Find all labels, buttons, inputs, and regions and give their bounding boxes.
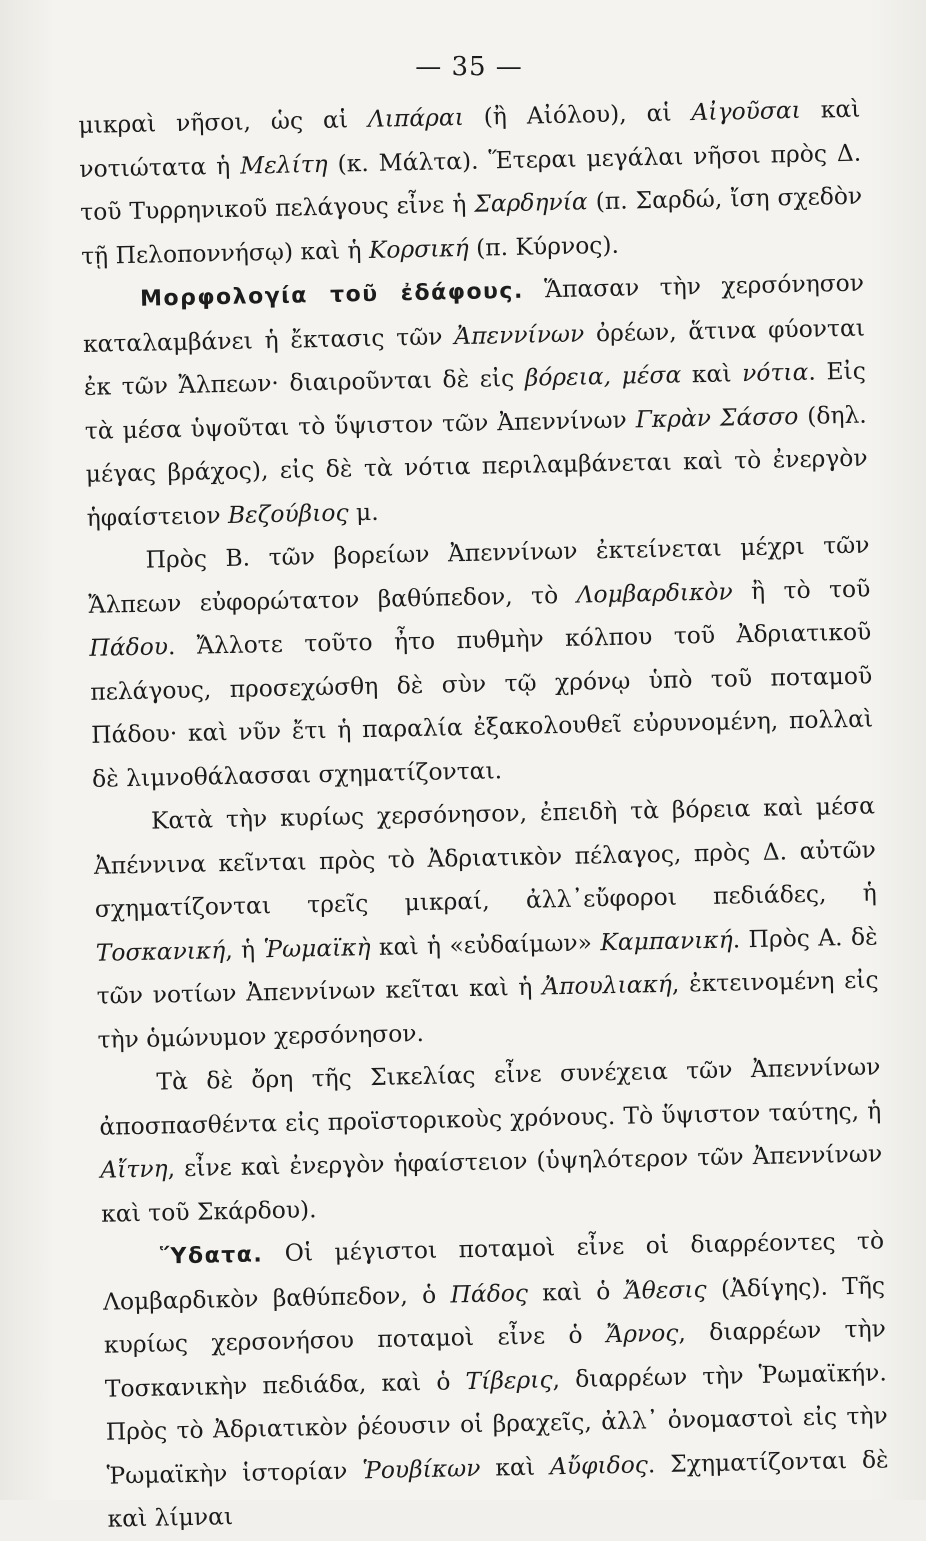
text-run: . Εἰς τὰ μέσα ὑψοῦται τὸ ὕψιστον τῶν Ἀπεννίνων (84, 356, 867, 445)
italic-term: Ῥουβίκων (362, 1453, 481, 1484)
italic-term: βόρεια, μέσα (524, 360, 682, 392)
italic-term: Αὔφιδος (549, 1449, 649, 1480)
page-number: — 35 — (415, 52, 523, 82)
text-run: , ἐκτεινομένη εἰς τὴν ὁμώνυμον χερσόνησον. (97, 965, 879, 1054)
italic-term: Ἄθεσις (624, 1274, 707, 1305)
italic-term: Ἀπουλιακή (541, 969, 673, 1001)
italic-term: Πάδου (89, 632, 169, 662)
text-run: καὶ (680, 359, 743, 389)
text-run: μ. (348, 497, 379, 526)
italic-term: Πάδος (450, 1278, 529, 1308)
italic-term: Ἄρνος (605, 1318, 679, 1349)
paragraph (78, 88, 863, 278)
text-run: ἢ τὸ τοῦ (732, 574, 871, 605)
italic-term: Κορσική (368, 233, 469, 264)
italic-term: Ἀπεννίνων (453, 318, 585, 350)
paragraph (82, 262, 869, 540)
text-run: (κ. Μάλτα). Ἕτεραι μεγάλαι νῆσοι πρὸς Δ. τοῦ Τυρρηνικοῦ πελάγους εἶνε ἡ (79, 138, 862, 226)
text-run: καὶ ὁ (527, 1276, 625, 1307)
paragraph (102, 1219, 890, 1541)
text-run: (δηλ. μέγας βράχος), εἰς δὲ τὰ νότια περιλαμβάνεται καὶ τὸ ἐνεργὸν ἡφαίστειον (85, 400, 868, 532)
body-text (78, 88, 890, 1541)
section-heading: Μορφολογία τοῦ ἐδάφους. (139, 278, 525, 312)
text-run: Οἱ μέγιστοι ποταμοὶ εἶνε οἱ διαρρέοντες τὸ Λομβαρδικὸν βαθύπεδον, ὁ (102, 1226, 885, 1316)
text-run: καὶ νοτιώτατα ἡ (79, 94, 861, 183)
italic-term: Γκρὰν Σάσσο (635, 401, 799, 433)
text-run: , διαρρέων τὴν Ῥωμαϊκήν. Πρὸς τὸ Ἀδριατικὸν ῥέουσιν οἱ βραχεῖς, ἀλλ᾽ ὀνομαστοὶ εἰς τὴν Ῥωμαϊκὴν ἱστορίαν (105, 1357, 888, 1490)
text-run: , ἡ (224, 934, 264, 964)
italic-term: Τοσκανική (95, 935, 226, 967)
text-run: Κατὰ τὴν κυρίως χερσόνησον, ἐπειδὴ τὰ βόρεια καὶ μέσα Ἀπέννινα κεῖνται πρὸς τὸ Ἀδριατικὸν πέλαγος, πρὸς Δ. αὐτῶν σχηματίζονται τρεῖς μικραί, ἀλλ᾽εὔφοροι πεδιάδες, ἡ (93, 791, 877, 923)
text-run: μικραὶ νῆσοι, ὡς αἱ (78, 104, 369, 139)
italic-term: νότια (741, 357, 809, 388)
text-run: , διαρρέων τὴν Τοσκανικὴν πεδιάδα, καὶ ὁ (104, 1314, 887, 1403)
italic-term: Μελίτη (239, 149, 328, 180)
paragraph (93, 784, 880, 1061)
section-heading: Ὕδατα. (159, 1242, 264, 1270)
text-run: (Ἀδίγης). Τῆς κυρίως χερσονήσου ποταμοὶ εἶνε ὁ (103, 1270, 886, 1359)
text-run: . Ἄλλοτε τοῦτο ἦτο πυθμὴν κόλπου τοῦ Ἀδριατικοῦ πελάγους, προσεχώσθη δὲ σὺν τῷ χρόνῳ ὑπὸ τοῦ ποταμοῦ Πάδου· καὶ νῦν ἔτι ἡ παραλία ἐξακολουθεῖ εὐρυνομένη, πολλαὶ δὲ λιμνοθάλασσαι σχηματίζονται. (90, 617, 874, 793)
text-run: Τὰ δὲ ὄρη τῆς Σικελίας εἶνε συνέχεια τῶν Ἀπεννίνων ἀποσπασθέντα εἰς προϊστορικοὺς χρόνους. Τὸ ὕψιστον ταύτης, ἡ (99, 1052, 882, 1141)
text-run: . Πρὸς Α. δὲ τῶν νοτίων Ἀπεννίνων κεῖται καὶ ἡ (96, 921, 878, 1010)
text-run: καὶ ἡ «εὐδαίμων» (370, 927, 601, 961)
text-run: ὀρέων, ἅτινα φύονται ἐκ τῶν Ἄλπεων· διαιροῦνται δὲ εἰς (83, 313, 866, 401)
text-run: Ἅπασαν τὴν χερσόνησον καταλαμβάνει ἡ ἔκτασις τῶν (82, 268, 865, 358)
italic-term: Λιπάραι (367, 102, 465, 133)
paragraph (87, 524, 874, 801)
italic-term: Ῥωμαϊκὴ (263, 932, 371, 963)
text-run: (π. Σαρδώ, ἴση σχεδὸν τῇ Πελοποννήσῳ) καὶ ἡ (80, 181, 863, 270)
italic-term: Αἴτνη (100, 1154, 168, 1184)
text-run: (π. Κύρνος). (468, 230, 620, 262)
italic-term: Καμπανική (600, 924, 733, 956)
text-run: , εἶνε καὶ ἐνεργὸν ἡφαίστειον (ὑψηλότερον τῶν Ἀπεννίνων καὶ τοῦ Σκάρδου). (100, 1139, 883, 1228)
italic-term: Βεζούβιος (227, 497, 349, 529)
italic-term: Σαρδηνία (474, 187, 588, 218)
paragraph (98, 1045, 883, 1235)
text-run: (ἢ Αἰόλου), αἱ (463, 98, 692, 131)
text-run: καὶ (480, 1451, 551, 1482)
italic-term: Αἰγοῦσαι (691, 95, 802, 127)
italic-term: Λομβαρδικὸν (576, 576, 733, 609)
text-run: Πρὸς Β. τῶν βορείων Ἀπεννίνων ἐκτείνεται μέχρι τῶν Ἄλπεων εὐφορώτατον βαθύπεδον, τὸ (88, 530, 870, 619)
italic-term: Τίβερις (465, 1364, 553, 1395)
text-run: . Σχηματίζονται δὲ καὶ λίμναι (107, 1444, 889, 1533)
